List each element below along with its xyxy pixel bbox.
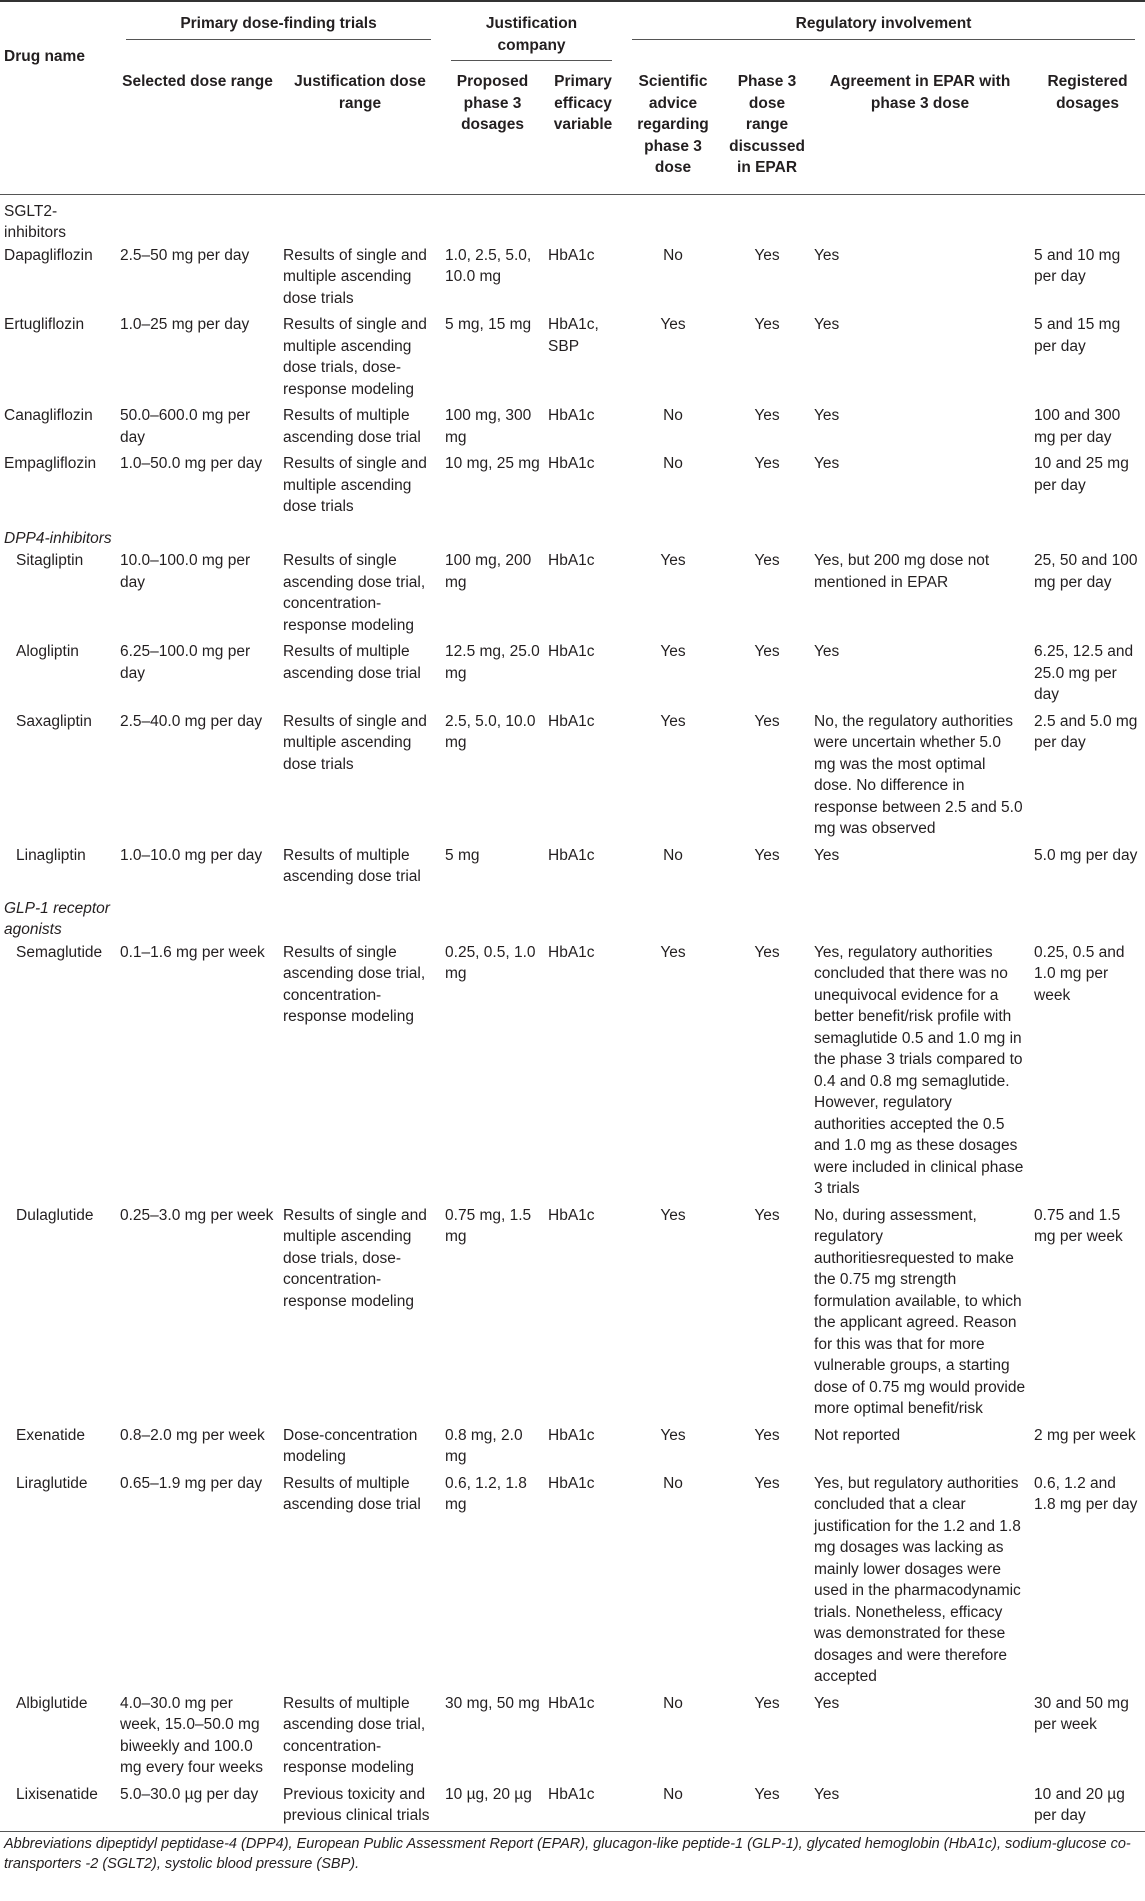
cell-agreement: Yes [814,1694,840,1712]
cell-selected: 4.0–30.0 mg per week, 15.0–50.0 mg biweekly and 100.0 mg every four weeks [120,1694,263,1776]
cell-selected: 2.5–40.0 mg per day [120,712,263,730]
group-label: SGLT2-inhibitors [4,202,67,241]
col-header-proposed: Proposed phase 3 dosages [441,66,544,194]
cell-registered: 5 and 15 mg per day [1034,316,1121,355]
cell-justification: Results of single ascending dose trial, concentration-response modeling [283,943,426,1025]
table-row [0,1204,1145,1424]
cell-proposed: 0.25, 0.5, 1.0 mg [445,943,536,982]
cell-selected: 1.0–25 mg per day [120,316,250,333]
group-header-primary: Primary dose-finding trials [116,1,441,66]
cell-discussed: Yes [754,1474,780,1492]
cell-selected: 0.25–3.0 mg per week [120,1206,274,1224]
cell-discussed: Yes [754,455,780,472]
cell-selected: 0.8–2.0 mg per week [120,1426,265,1444]
cell-registered: 2 mg per week [1034,1426,1136,1444]
cell-selected: 6.25–100.0 mg per day [120,643,251,682]
table-row [0,710,1145,844]
cell-efficacy: HbA1c [548,712,595,730]
cell-selected: 2.5–50 mg per day [120,246,250,264]
cell-selected: 50.0–600.0 mg per day [120,407,251,446]
cell-advice: Yes [660,943,686,961]
table-row [0,313,1145,404]
col-header-agreement: Agreement in EPAR with phase 3 dose [810,66,1030,194]
cell-drug: Saxagliptin [16,712,92,730]
cell-agreement: No, the regulatory authorities were uncertain whether 5.0 mg was the most optimal dose. No difference in response between 2.5 and 5.0 mg was observed [814,712,1023,837]
cell-registered: 5 and 10 mg per day [1034,246,1121,285]
group-row [0,522,1145,550]
cell-proposed: 2.5, 5.0, 10.0 mg [445,712,536,751]
cell-agreement: Not reported [814,1426,901,1444]
cell-agreement: Yes [814,246,840,264]
cell-drug: Dapagliflozin [4,246,93,264]
cell-efficacy: HbA1c [548,455,595,472]
cell-efficacy: HbA1c [548,1206,595,1224]
table-row [0,244,1145,314]
group-row [0,892,1145,941]
cell-advice: No [622,1783,724,1832]
cell-selected: 0.65–1.9 mg per day [120,1474,263,1492]
cell-registered: 10 and 20 µg per day [1030,1783,1145,1832]
cell-registered: 6.25, 12.5 and 25.0 mg per day [1034,643,1134,703]
cell-justification: Results of multiple ascending dose trial [283,407,421,446]
cell-justification: Previous toxicity and previous clinical trials [279,1783,441,1832]
cell-drug: Ertugliflozin [4,316,85,333]
cell-efficacy: HbA1c [548,1474,595,1492]
cell-efficacy: HbA1c [548,1694,595,1712]
cell-advice: No [663,407,683,424]
cell-drug: Exenatide [16,1426,85,1444]
cell-advice: Yes [660,643,686,660]
cell-drug: Sitagliptin [16,552,84,569]
cell-discussed: Yes [754,1206,780,1224]
group-row [0,194,1145,244]
cell-efficacy: HbA1c [548,552,595,569]
cell-agreement: Yes, but 200 mg dose not mentioned in EPAR [814,552,990,591]
cell-selected: 0.1–1.6 mg per week [120,943,265,961]
cell-agreement: Yes [810,1783,1030,1832]
cell-discussed: Yes [754,846,780,864]
cell-selected: 5.0–30.0 µg per day [116,1783,279,1832]
cell-advice: No [663,846,683,864]
cell-proposed: 0.75 mg, 1.5 mg [445,1206,532,1245]
cell-discussed: Yes [754,1694,780,1712]
cell-agreement: No, during assessment, regulatory authoritiesrequested to make the 0.75 mg strength formulation available, to which the applicant agreed. Reason for this was that for more vulnerable groups, a starting dose of 0.75 mg would provide more optimal benefit/risk [814,1206,1026,1417]
cell-discussed: Yes [754,1426,780,1444]
cell-proposed: 1.0, 2.5, 5.0, 10.0 mg [445,246,532,285]
table-body [0,194,1145,1831]
col-header-drug: Drug name [0,1,116,194]
table-row [0,452,1145,522]
cell-registered: 100 and 300 mg per day [1034,407,1121,446]
cell-registered: 2.5 and 5.0 mg per day [1034,712,1138,751]
cell-discussed: Yes [754,316,780,333]
cell-registered: 25, 50 and 100 mg per day [1034,552,1138,591]
cell-justification: Results of single and multiple ascending dose trials [283,455,427,515]
cell-advice: Yes [660,712,686,730]
footnote: Abbreviations dipeptidyl peptidase-4 (DPP4), European Public Assessment Report (EPAR), glucagon-like peptide-1 (GLP-1), glycated hemoglobin (HbA1c), sodium-glucose co-transporters -2 (SGLT2), systolic blood pressure (SBP). [4,1835,1131,1872]
table-row [0,1783,1145,1832]
group-header-justification: Justification company [441,1,622,66]
col-header-selected: Selected dose range [116,66,279,194]
cell-discussed: Yes [754,643,780,660]
cell-proposed: 0.8 mg, 2.0 mg [445,1426,523,1465]
col-header-discussed: Phase 3 dose range discussed in EPAR [724,66,810,194]
cell-justification: Results of multiple ascending dose trial [283,846,421,885]
cell-efficacy: HbA1c [548,643,595,660]
cell-registered: 30 and 50 mg per week [1034,1694,1129,1733]
cell-agreement: Yes [814,407,840,424]
cell-drug: Dulaglutide [16,1206,94,1224]
cell-proposed: 12.5 mg, 25.0 mg [445,643,540,682]
cell-advice: No [663,246,683,264]
cell-discussed: Yes [754,552,780,569]
cell-efficacy: HbA1c [548,1426,595,1444]
table-row [0,941,1145,1204]
cell-efficacy: HbA1c [548,943,595,961]
cell-proposed: 100 mg, 200 mg [445,552,532,591]
cell-justification: Results of single and multiple ascending dose trials [283,712,427,773]
cell-registered: 10 and 25 mg per day [1034,455,1129,494]
cell-registered: 0.6, 1.2 and 1.8 mg per day [1034,1474,1138,1513]
cell-drug: Albiglutide [16,1694,88,1712]
table-row [0,1424,1145,1472]
cell-efficacy: HbA1c [548,846,595,864]
col-header-justification-range: Justification dose range [279,66,441,194]
cell-drug: Semaglutide [16,943,103,961]
cell-selected: 10.0–100.0 mg per day [120,552,251,591]
cell-discussed: Yes [754,407,780,424]
cell-proposed: 100 mg, 300 mg [445,407,532,446]
cell-agreement: Yes, regulatory authorities concluded that there was no unequivocal evidence for a better benefit/risk profile with semaglutide 0.5 and 1.0 mg in the phase 3 trials compared to 0.4 and 0.8 mg semaglutide. However, regulatory authorities accepted the 0.5 and 1.0 mg as these dosages were included in clinical phase 3 trials [814,943,1024,1197]
table-row [0,404,1145,452]
cell-proposed: 10 µg, 20 µg [441,1783,544,1832]
table-row [0,1692,1145,1783]
cell-justification: Results of multiple ascending dose trial [283,643,421,682]
group-header-regulatory: Regulatory involvement [622,1,1145,66]
cell-justification: Results of single and multiple ascending dose trials, dose-concentration-response modeling [283,1206,427,1310]
cell-efficacy: HbA1c [544,1783,622,1832]
table-row [0,549,1145,640]
cell-advice: Yes [660,1426,686,1444]
cell-advice: Yes [660,316,686,333]
table-row [0,844,1145,892]
table-row [0,640,1145,710]
cell-justification: Results of single ascending dose trial, concentration-response modeling [283,552,426,634]
cell-discussed: Yes [724,1783,810,1832]
cell-drug: Empagliflozin [4,455,97,472]
cell-justification: Dose-concentration modeling [283,1426,418,1465]
cell-registered: 0.75 and 1.5 mg per week [1034,1206,1123,1245]
cell-registered: 0.25, 0.5 and 1.0 mg per week [1034,943,1125,1004]
cell-proposed: 5 mg [445,846,480,864]
cell-agreement: Yes [814,643,840,660]
cell-justification: Results of single and multiple ascending dose trials, dose-response modeling [283,316,427,398]
col-header-registered: Registered dosages [1030,66,1145,194]
group-label: GLP-1 receptor agonists [4,899,110,938]
col-header-efficacy: Primary efficacy variable [544,66,622,194]
cell-drug: Alogliptin [16,643,79,660]
cell-proposed: 30 mg, 50 mg [445,1694,540,1712]
cell-discussed: Yes [754,712,780,730]
cell-drug: Liraglutide [16,1474,88,1492]
cell-drug: Canagliflozin [4,407,93,424]
cell-selected: 1.0–10.0 mg per day [120,846,263,864]
cell-advice: No [663,1694,683,1712]
cell-advice: No [663,455,683,472]
cell-advice: Yes [660,1206,686,1224]
cell-efficacy: HbA1c [548,246,595,264]
cell-advice: No [663,1474,683,1492]
cell-proposed: 5 mg, 15 mg [445,316,532,333]
cell-efficacy: HbA1c, SBP [548,316,599,355]
cell-discussed: Yes [754,943,780,961]
table-row [0,1472,1145,1692]
cell-registered: 5.0 mg per day [1034,846,1138,864]
cell-agreement: Yes, but regulatory authorities concluded that a clear justification for the 1.2 and 1.8 mg dosages was lacking as mainly lower dosages were used in the pharmacodynamic trials. Nonetheless, efficacy was demonstrated for these dosages and were therefore accepted [814,1474,1021,1685]
cell-discussed: Yes [754,246,780,264]
cell-proposed: 0.6, 1.2, 1.8 mg [445,1474,527,1513]
cell-efficacy: HbA1c [548,407,595,424]
cell-drug: Linagliptin [16,846,86,864]
cell-agreement: Yes [814,846,840,864]
cell-drug: Lixisenatide [0,1783,116,1832]
cell-justification: Results of multiple ascending dose trial [283,1474,421,1513]
col-header-advice: Scientific advice regarding phase 3 dose [622,66,724,194]
cell-advice: Yes [660,552,686,569]
cell-proposed: 10 mg, 25 mg [445,455,540,472]
group-label: DPP4-inhibitors [4,529,112,547]
cell-justification: Results of multiple ascending dose trial, concentration-response modeling [283,1694,426,1776]
cell-agreement: Yes [814,316,840,333]
cell-agreement: Yes [814,455,840,472]
cell-selected: 1.0–50.0 mg per day [120,455,263,472]
cell-justification: Results of single and multiple ascending dose trials [283,246,427,307]
